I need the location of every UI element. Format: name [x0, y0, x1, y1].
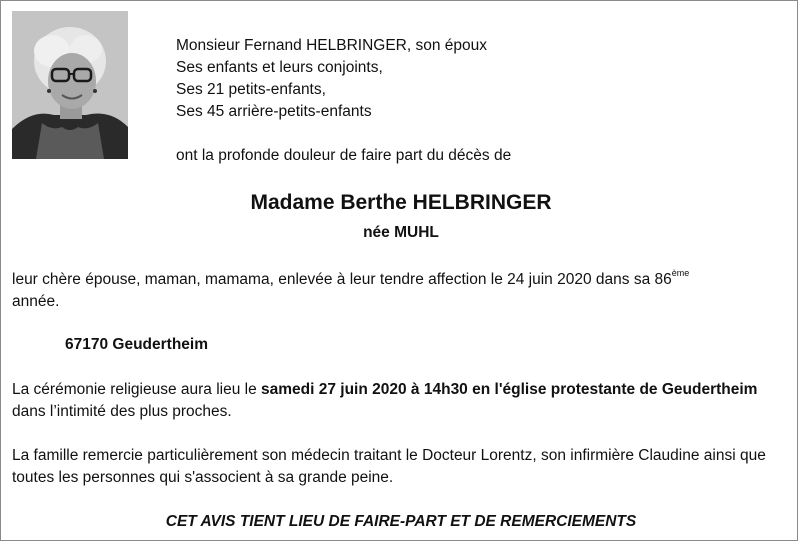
- family-line: Monsieur Fernand HELBRINGER, son époux: [176, 37, 488, 54]
- maiden-name: née MUHL: [363, 224, 439, 241]
- ceremony-paragraph: [12, 379, 782, 423]
- death-paragraph: [12, 269, 782, 313]
- location: 67170 Geudertheim: [65, 336, 209, 353]
- announcement-text: ont la profonde douleur de faire part du décès de: [176, 147, 512, 164]
- family-line: Ses enfants et leurs conjoints,: [176, 59, 383, 76]
- bereaved-family-list: [176, 35, 487, 123]
- thanks-paragraph: La famille remercie particulièrement son médecin traitant le Docteur Lorentz, son infirmière Claudine ainsi que toutes les personnes qui s'associent à sa grande peine.: [12, 447, 766, 486]
- death-text: leur chère épouse, maman, mamama, enlevée à leur tendre affection le 24 juin 2020 dans sa 86: [12, 271, 672, 288]
- footer-notice: CET AVIS TIENT LIEU DE FAIRE-PART ET DE REMERCIEMENTS: [165, 513, 637, 530]
- family-line: Ses 45 arrière-petits-enfants: [176, 103, 372, 120]
- ceremony-details: samedi 27 juin 2020 à 14h30 en l'église protestante de Geudertheim: [261, 381, 758, 398]
- portrait-photo: [12, 11, 128, 159]
- deceased-name: Madame Berthe HELBRINGER: [250, 191, 552, 214]
- family-line: Ses 21 petits-enfants,: [176, 81, 326, 98]
- death-continuation: année.: [12, 293, 60, 310]
- ceremony-outro: dans l’intimité des plus proches.: [12, 403, 232, 420]
- ceremony-intro: La cérémonie religieuse aura lieu le: [12, 381, 262, 398]
- ordinal-suffix: ème: [671, 268, 690, 278]
